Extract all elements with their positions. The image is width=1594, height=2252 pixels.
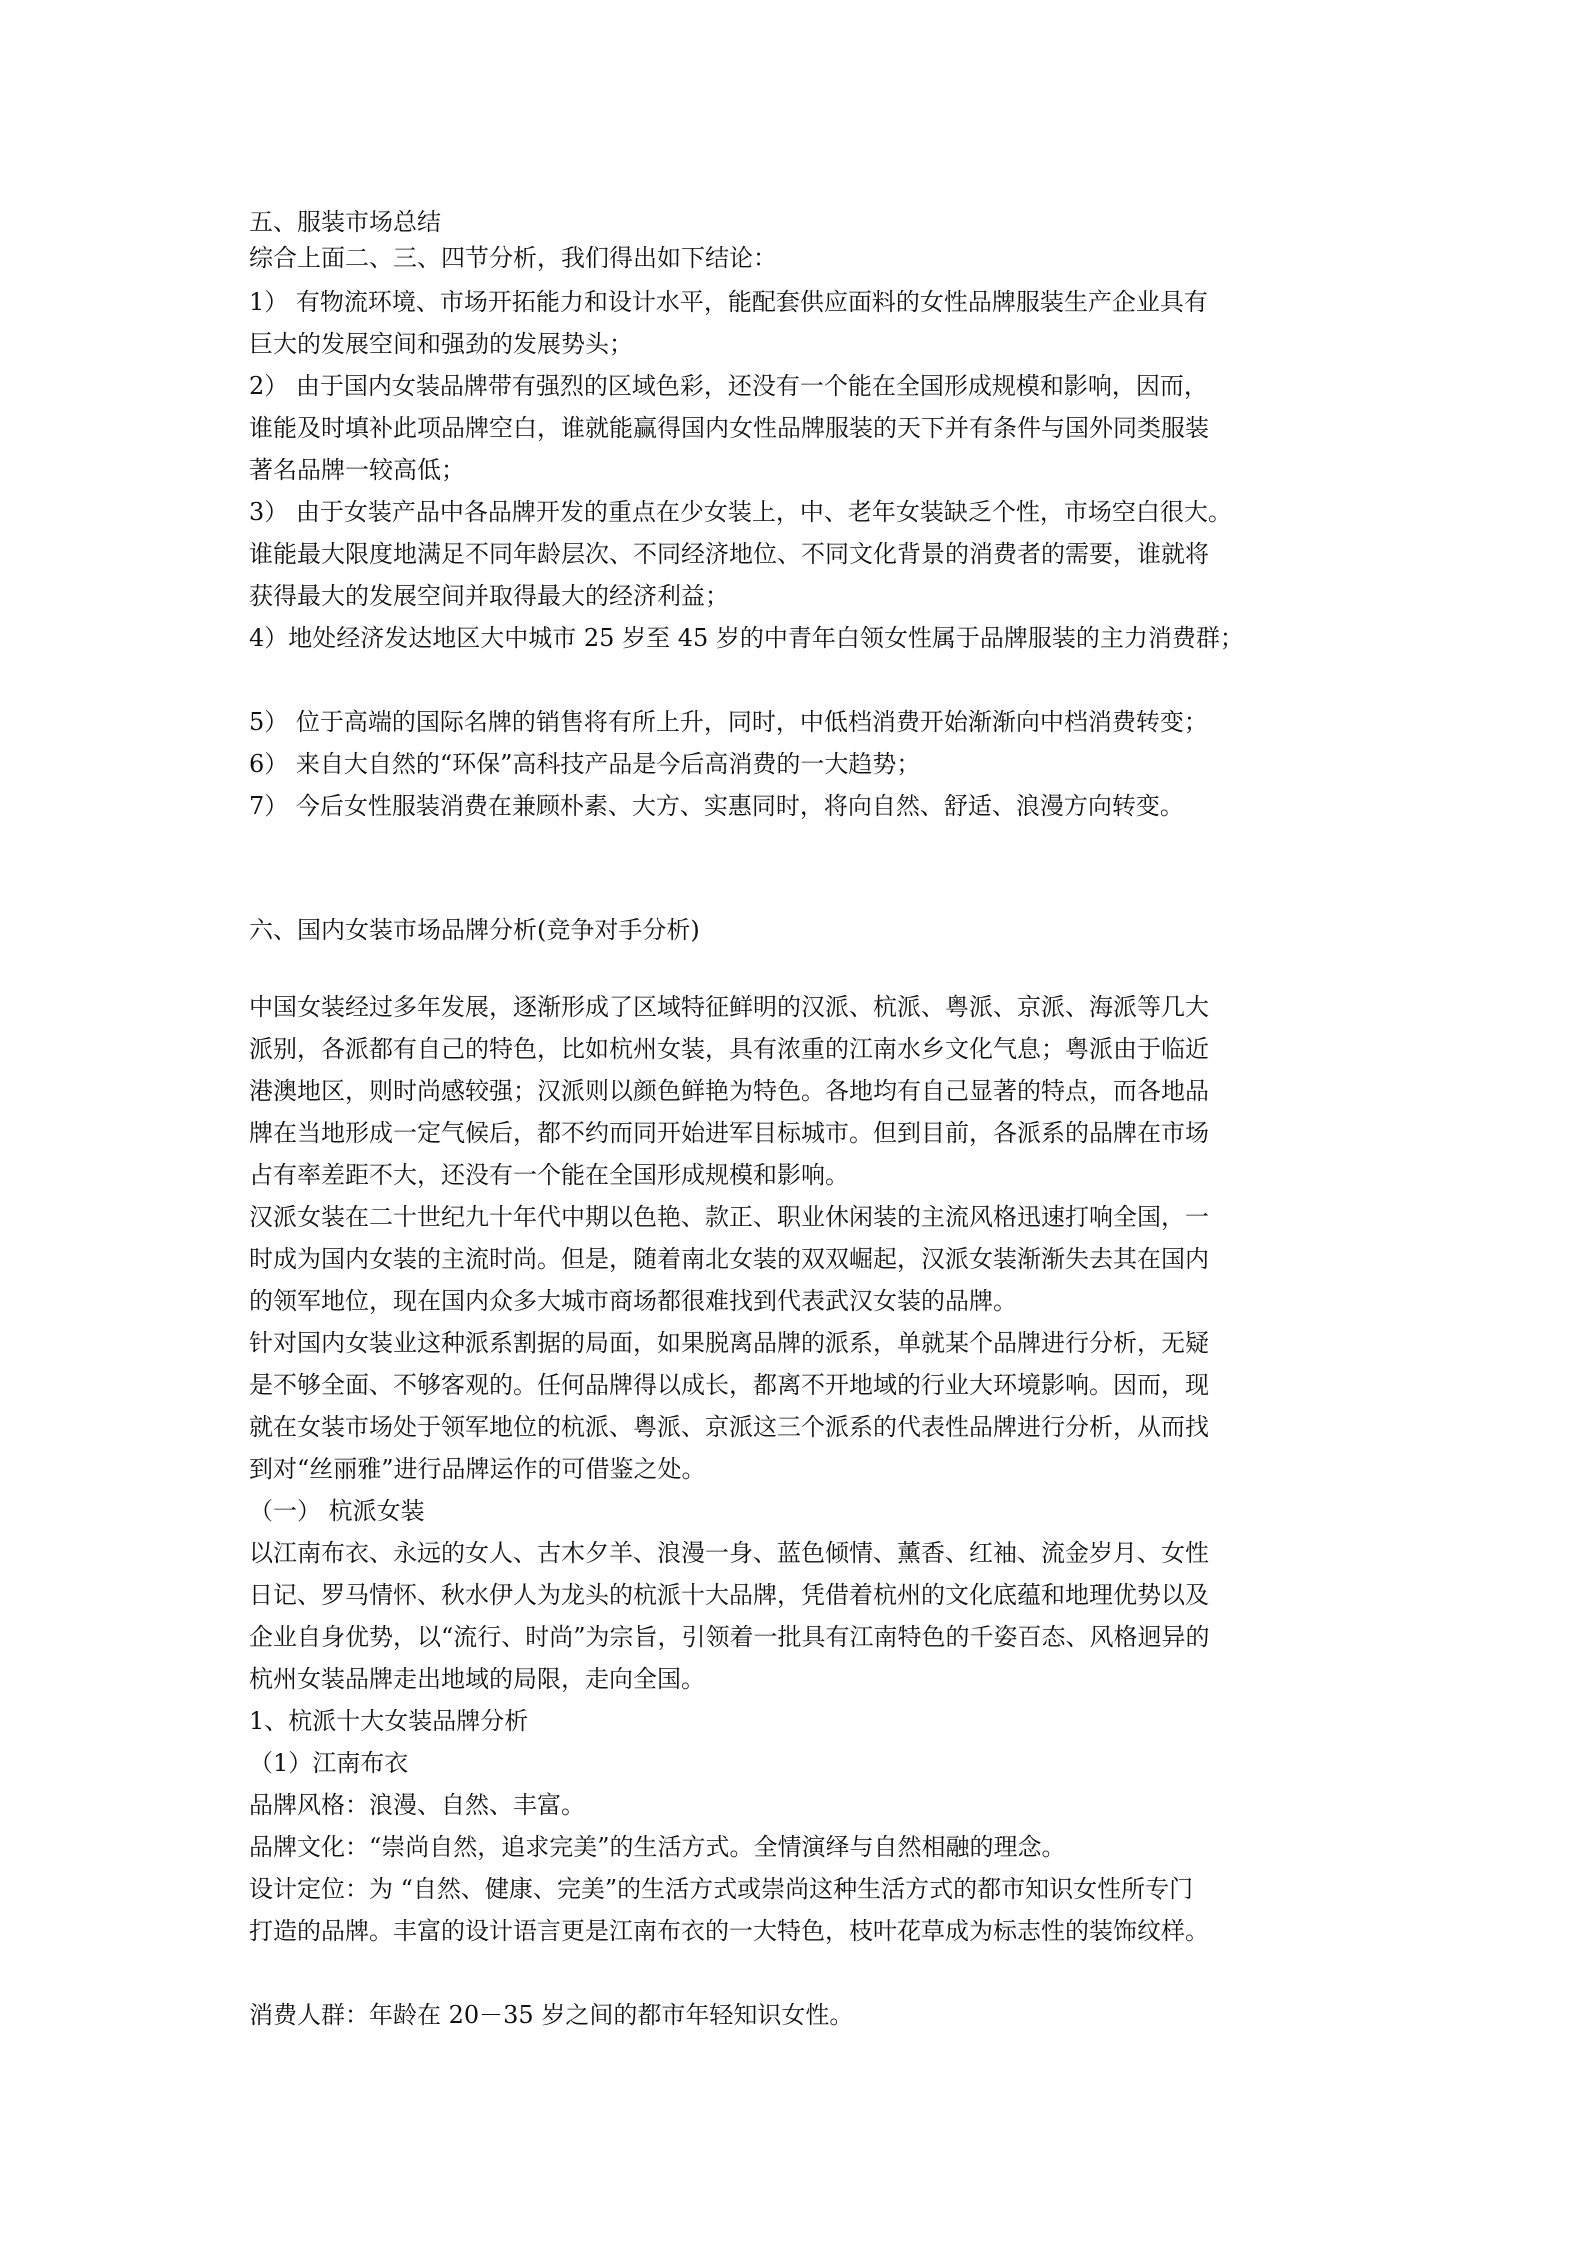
- paragraph-3-line-1: 针对国内女装业这种派系割据的局面，如果脱离品牌的派系，单就某个品牌进行分析，无疑: [249, 1329, 1209, 1357]
- design-positioning-line-1: 设计定位：为 “自然、健康、完美”的生活方式或崇尚这种生活方式的都市知识女性所专门: [249, 1875, 1194, 1903]
- paragraph-3-line-3: 就在女装市场处于领军地位的杭派、粤派、京派这三个派系的代表性品牌进行分析，从而找: [249, 1413, 1209, 1441]
- subsection-1-title: （一） 杭派女装: [249, 1497, 425, 1525]
- paragraph-2-line-1: 汉派女装在二十世纪九十年代中期以色艳、款正、职业休闲装的主流风格迅速打响全国，一: [249, 1203, 1209, 1231]
- paragraph-2-line-3: 的领军地位，现在国内众多大城市商场都很难找到代表武汉女装的品牌。: [249, 1287, 1017, 1315]
- conclusion-1-line-2: 巨大的发展空间和强劲的发展势头；: [249, 330, 633, 358]
- brand-culture-line: 品牌文化：“崇尚自然，追求完美”的生活方式。全情演绎与自然相融的理念。: [249, 1833, 1066, 1861]
- conclusion-7-line-1: 7） 今后女性服装消费在兼顾朴素、大方、实惠同时，将向自然、舒适、浪漫方向转变。: [249, 792, 1184, 820]
- section-6-title: 六、国内女装市场品牌分析(竞争对手分析): [249, 916, 700, 944]
- paragraph-3-line-4: 到对“丝丽雅”进行品牌运作的可借鉴之处。: [249, 1455, 706, 1483]
- conclusion-6-line-1: 6） 来自大自然的“环保”高科技产品是今后高消费的一大趋势；: [249, 750, 921, 778]
- conclusion-5-line-1: 5） 位于高端的国际名牌的销售将有所上升，同时，中低档消费开始渐渐向中档消费转变；: [249, 708, 1208, 736]
- paragraph-1-line-2: 派别，各派都有自己的特色，比如杭州女装，具有浓重的江南水乡文化气息；粤派由于临近: [249, 1035, 1209, 1063]
- heading-jiangnan-buyi: （1）江南布衣: [249, 1749, 409, 1777]
- paragraph-4-line-4: 杭州女装品牌走出地域的局限，走向全国。: [249, 1665, 705, 1693]
- paragraph-1-line-1: 中国女装经过多年发展，逐渐形成了区域特征鲜明的汉派、杭派、粤派、京派、海派等几大: [249, 993, 1209, 1021]
- paragraph-2-line-2: 时成为国内女装的主流时尚。但是，随着南北女装的双双崛起，汉派女装渐渐失去其在国内: [249, 1245, 1209, 1273]
- conclusion-2-line-1: 2） 由于国内女装品牌带有强烈的区域色彩，还没有一个能在全国形成规模和影响，因而，: [249, 372, 1208, 400]
- brand-style-line: 品牌风格：浪漫、自然、丰富。: [249, 1791, 585, 1819]
- conclusion-1-line-1: 1） 有物流环境、市场开拓能力和设计水平，能配套供应面料的女性品牌服装生产企业具有: [249, 288, 1208, 316]
- paragraph-1-line-4: 牌在当地形成一定气候后，都不约而同开始进军目标城市。但到目前，各派系的品牌在市场: [249, 1119, 1209, 1147]
- conclusion-2-line-2: 谁能及时填补此项品牌空白，谁就能赢得国内女性品牌服装的天下并有条件与国外同类服装: [249, 414, 1209, 442]
- design-positioning-line-2: 打造的品牌。丰富的设计语言更是江南布衣的一大特色，枝叶花草成为标志性的装饰纹样。: [249, 1917, 1209, 1945]
- section-5-title: 五、服装市场总结: [249, 208, 441, 236]
- paragraph-1-line-3: 港澳地区，则时尚感较强；汉派则以颜色鲜艳为特色。各地均有自己显著的特点，而各地品: [249, 1077, 1209, 1105]
- paragraph-4-line-1: 以江南布衣、永远的女人、古木夕羊、浪漫一身、蓝色倾情、薰香、红袖、流金岁月、女性: [249, 1539, 1209, 1567]
- conclusion-4-line-1: 4）地处经济发达地区大中城市 25 岁至 45 岁的中青年白领女性属于品牌服装的主力消费群；: [249, 624, 1244, 652]
- conclusion-3-line-1: 3） 由于女装产品中各品牌开发的重点在少女装上，中、老年女装缺乏个性，市场空白很大。: [249, 498, 1232, 526]
- conclusion-2-line-3: 著名品牌一较高低；: [249, 456, 465, 484]
- conclusion-3-line-2: 谁能最大限度地满足不同年龄层次、不同经济地位、不同文化背景的消费者的需要，谁就将: [249, 540, 1209, 568]
- heading-brand-analysis: 1、杭派十大女装品牌分析: [249, 1707, 529, 1735]
- consumer-group-line: 消费人群：年龄在 20－35 岁之间的都市年轻知识女性。: [249, 2001, 854, 2029]
- paragraph-4-line-2: 日记、罗马情怀、秋水伊人为龙头的杭派十大品牌，凭借着杭州的文化底蕴和地理优势以及: [249, 1581, 1209, 1609]
- paragraph-1-line-5: 占有率差距不大，还没有一个能在全国形成规模和影响。: [249, 1161, 849, 1189]
- conclusion-3-line-3: 获得最大的发展空间并取得最大的经济利益；: [249, 582, 729, 610]
- paragraph-4-line-3: 企业自身优势，以“流行、时尚”为宗旨，引领着一批具有江南特色的千姿百态、风格迥异的: [249, 1623, 1210, 1651]
- paragraph-3-line-2: 是不够全面、不够客观的。任何品牌得以成长，都离不开地域的行业大环境影响。因而，现: [249, 1371, 1209, 1399]
- section-5-intro: 综合上面二、三、四节分析，我们得出如下结论：: [249, 244, 777, 272]
